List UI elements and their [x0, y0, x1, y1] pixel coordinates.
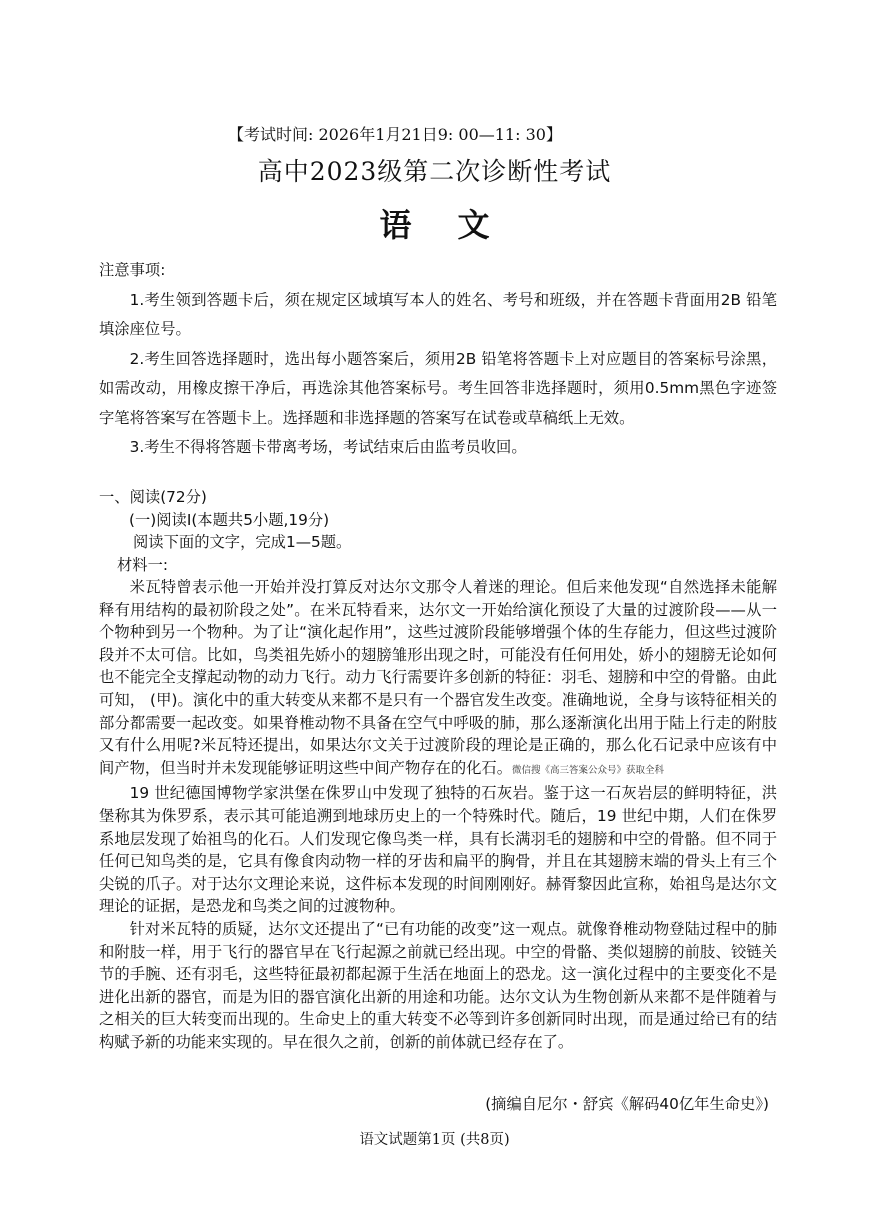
reading-instruction: 阅读下面的文字，完成1—5题。	[133, 533, 352, 551]
reading-passage	[99, 576, 777, 1053]
exam-title: 高中2023级第二次诊断性考试	[257, 157, 612, 186]
notice-heading: 注意事项:	[99, 261, 166, 279]
notice-item: 1.考生领到答题卡后，须在规定区域填写本人的姓名、考号和班级，并在答题卡背面用2B 铅笔填涂座位号。	[99, 290, 777, 338]
passage-source: (摘编自尼尔・舒宾《解码40亿年生命史》)	[485, 1095, 769, 1113]
passage-paragraph: 19 世纪德国博物学家洪堡在侏罗山中发现了独特的石灰岩。鉴于这一石灰岩层的鲜明特征，洪堡称其为侏罗系，表示其可能追溯到地球历史上的一个特殊时代。随后，19 世纪中期，人们在侏罗系地层发现了始祖鸟的化石。人们发现它像鸟类一样，具有长满羽毛的翅膀和中空的骨骼。但不同于任何已知鸟类的是，它具有像食肉动物一样的牙齿和扁平的胸骨，并且在其翅膀末端的骨头上有三个尖锐的爪子。对于达尔文理论来说，这件标本发现的时间刚刚好。赫胥黎因此宣称，始祖鸟是达尔文理论的证据，是恐龙和鸟类之间的过渡物种。	[99, 784, 777, 916]
notice-item: 3.考生不得将答题卡带离考场，考试结束后由监考员收回。	[129, 438, 527, 456]
material-label: 材料一:	[117, 555, 169, 574]
page-footer: 语文试题第1页 (共8页)	[359, 1132, 510, 1148]
passage-paragraph: 针对米瓦特的质疑，达尔文还提出了“已有功能的改变”这一观点。就像脊椎动物登陆过程中的肺和附肢一样，用于飞行的器官早在飞行起源之前就已经出现。中空的骨骼、类似翅膀的前肢、铰链关节的手腕、还有羽毛，这些特征最初都起源于生活在地面上的恐龙。这一演化过程中的主要变化不是进化出新的器官，而是为旧的器官演化出新的用途和功能。达尔文认为生物创新从来都不是伴随着与之相关的巨大转变而出现的。生命史上的重大转变不必等到许多创新同时出现，而是通过给已有的结构赋予新的功能来实现的。早在很久之前，创新的前体就已经存在了。	[99, 919, 777, 1051]
notice-item: 2.考生回答选择题时，选出每小题答案后，须用2B 铅笔将答题卡上对应题目的答案标号涂黑，如需改动，用橡皮擦干净后，再选涂其他答案标号。考生回答非选择题时，须用0.5mm黑色字迹签字笔将答案写在答题卡上。选择题和非选择题的答案写在试卷或草稿纸上无效。	[99, 349, 777, 427]
passage-paragraph	[99, 576, 777, 782]
subsection-heading: (一)阅读Ⅰ(本题共5小题,19分)	[129, 510, 330, 529]
exam-time: 【考试时间: 2026年1月21日9: 00—11: 30】	[228, 125, 562, 144]
reading-section-header	[99, 486, 777, 576]
section-heading: 一、阅读(72分)	[99, 488, 207, 506]
passage-paragraph-text: 米瓦特曾表示他一开始并没打算反对达尔文那令人着迷的理论。但后来他发现“自然选择未能解释有用结构的最初阶段之处”。在米瓦特看来，达尔文一开始给演化预设了大量的过渡阶段——从一个物种到另一个物种。为了让“演化起作用”，这些过渡阶段能够增强个体的生存能力，但这些过渡阶段并不太可信。比如，鸟类祖先娇小的翅膀雏形出现之时，可能没有任何用处，娇小的翅膀无论如何也不能完全支撑起动物的动力飞行。动力飞行需要许多创新的特征：羽毛、翅膀和中空的骨骼。由此可知， (甲)。演化中的重大转变从来都不是只有一个器官发生改变。准确地说，全身与该特征相关的部分都需要一起改变。如果脊椎动物不具备在空气中呼吸的肺，那么逐渐演化出用于陆上行走的附肢又有什么用呢?米瓦特还提出，如果达尔文关于过渡阶段的理论是正确的，那么化石记录中应该有中间产物，但当时并未发现能够证明这些中间产物存在的化石。	[99, 578, 777, 777]
notice-section	[99, 256, 777, 463]
subject-title: 语文	[379, 206, 536, 244]
inline-note: 微信搜《高三答案公众号》获取全科	[512, 764, 665, 776]
